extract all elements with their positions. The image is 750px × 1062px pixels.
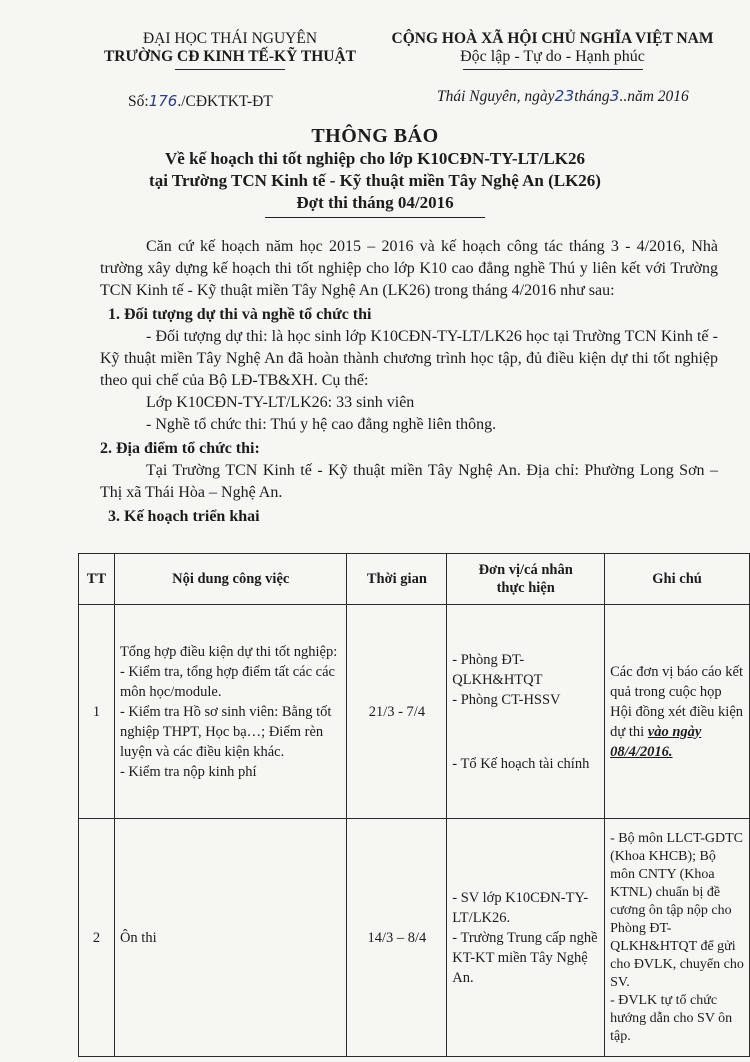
row-1-content-line: Tổng hợp điều kiện dự thi tốt nghiệp: <box>119 643 338 660</box>
row-2-note-line: - Bộ môn LLCT-GDTC (Khoa KHCB); Bộ môn CNTY (Khoa KTNL) chuẩn bị đề cương ôn tập nộp cho Phòng ĐT-QLKH&HTQT để gửi cho ĐVLK, chuyển cho SV. <box>610 830 744 990</box>
row-1-unit-line: - Tổ Kế hoạch tài chính <box>452 755 590 772</box>
issuer-header <box>95 30 365 70</box>
national-motto: Độc lập - Tự do - Hạnh phúc <box>460 48 645 65</box>
section-2-para-1: Tại Trường TCN Kinh tế - Kỹ thuật miền Tây Nghệ An. Địa chỉ: Phường Long Sơn – Thị xã Thái Hòa – Nghệ An. <box>100 462 718 501</box>
row-1-unit-line: - Phòng CT-HSSV <box>452 691 561 708</box>
date-month-label: tháng <box>574 88 610 105</box>
doc-number-handwritten: 176 <box>148 92 178 110</box>
intro-paragraph: Căn cứ kế hoạch năm học 2015 – 2016 và kế hoạch công tác tháng 3 - 4/2016, Nhà trường xây dựng kế hoạch thi tốt nghiệp cho lớp K10 cao đẳng nghề Thú y liên kết với Trường TCN Kinh tế - Kỹ thuật miền Tây Nghệ An (LK26) trong tháng 4/2016 như sau: <box>100 238 718 299</box>
header-content: Nội dung công việc <box>114 554 347 605</box>
date-day: 23 <box>554 87 575 105</box>
row-2-time: 14/3 – 8/4 <box>347 819 447 1057</box>
row-2-note <box>605 819 750 1057</box>
university-name: ĐẠI HỌC THÁI NGUYÊN <box>142 30 318 47</box>
motto-underline <box>463 69 643 70</box>
title-underline <box>265 217 485 218</box>
notice-body <box>100 236 718 528</box>
row-1-unit-line: - Phòng ĐT-QLKH&HTQT <box>452 651 543 688</box>
section-1-title: 1. Đối tượng dự thi và nghề tổ chức thi <box>108 306 372 323</box>
national-header <box>380 30 725 70</box>
date-year: ..năm 2016 <box>619 88 689 105</box>
row-2-tt: 2 <box>79 819 115 1057</box>
row-1-content <box>114 605 347 819</box>
date-place: Thái Nguyên, ngày <box>437 88 555 105</box>
row-2-content: Ôn thi <box>114 819 347 1057</box>
notice-subtitle-1: Về kế hoạch thi tốt nghiệp cho lớp K10CĐN-TY-LT/LK26 <box>165 149 585 168</box>
row-2-unit <box>447 819 605 1057</box>
college-name: TRƯỜNG CĐ KINH TẾ-KỸ THUẬT <box>103 48 357 65</box>
plan-table <box>78 553 750 1057</box>
doc-number-prefix: Số: <box>128 93 149 110</box>
header-time: Thời gian <box>347 554 447 605</box>
row-1-time: 21/3 - 7/4 <box>347 605 447 819</box>
row-2-unit-line: - Trường Trung cấp nghề KT-KT miền Tây Nghệ An. <box>452 929 598 986</box>
notice-title <box>0 125 750 218</box>
row-1-note-text: Các đơn vị báo cáo kết quả trong cuộc họp Hội đồng xét điều kiện dự thi <box>610 663 744 740</box>
row-1-tt: 1 <box>79 605 115 819</box>
row-1-note <box>605 605 750 819</box>
table-header-row <box>79 554 750 605</box>
row-1-unit <box>447 605 605 819</box>
notice-heading: THÔNG BÁO <box>311 125 439 147</box>
document-number <box>128 92 273 111</box>
header-unit-line-1: Đơn vị/cá nhân <box>478 562 573 578</box>
header-tt: TT <box>79 554 115 605</box>
notice-subtitle-3: Đợt thi tháng 04/2016 <box>296 193 454 212</box>
notice-subtitle-2: tại Trường TCN Kinh tế - Kỹ thuật miền Tây Nghệ An (LK26) <box>149 171 601 190</box>
header-note: Ghi chú <box>605 554 750 605</box>
row-1-note-date: vào ngày 08/4/2016. <box>610 723 702 760</box>
row-2-note-line: - ĐVLK tự tổ chức hướng dẫn cho SV ôn tập. <box>610 992 733 1044</box>
row-2-unit-line: - SV lớp K10CĐN-TY-LT/LK26. <box>452 889 589 926</box>
table-row <box>79 819 750 1057</box>
row-1-content-line: - Kiểm tra nộp kinh phí <box>119 763 257 780</box>
national-name: CỘNG HOÀ XÃ HỘI CHỦ NGHĨA VIỆT NAM <box>391 30 714 47</box>
section-1-para-1: - Đối tượng dự thi: là học sinh lớp K10CĐN-TY-LT/LK26 học tại Trường TCN Kinh tế - Kỹ thuật miền Tây Nghệ An đã hoàn thành chương trình học tập, đủ điều kiện dự thi tốt nghiệp theo qui chế của Bộ LĐ-TB&XH. Cụ thể: <box>100 328 718 389</box>
issuer-underline <box>175 69 285 70</box>
row-1-content-line: - Kiểm tra Hồ sơ sinh viên: Bằng tốt nghiệp THPT, Học bạ…; Điểm rèn luyện và các điều kiện khác. <box>119 703 332 760</box>
section-2-title: 2. Địa điểm tổ chức thi: <box>100 440 260 457</box>
header-unit-line-2: thực hiện <box>496 580 555 596</box>
section-3-title: 3. Kế hoạch triển khai <box>108 508 260 525</box>
row-1-unit-spacer <box>452 710 599 754</box>
header-unit <box>447 554 605 605</box>
row-1-content-line: - Kiểm tra, tổng hợp điểm tất các các môn học/module. <box>119 663 335 700</box>
section-1-para-3: - Nghề tổ chức thi: Thú y hệ cao đẳng nghề liên thông. <box>146 416 497 433</box>
place-date <box>437 87 689 106</box>
date-month: 3 <box>609 87 620 105</box>
table-row <box>79 605 750 819</box>
doc-number-suffix: ./CĐKTKT-ĐT <box>177 93 273 110</box>
section-1-para-2: Lớp K10CĐN-TY-LT/LK26: 33 sinh viên <box>146 394 415 411</box>
